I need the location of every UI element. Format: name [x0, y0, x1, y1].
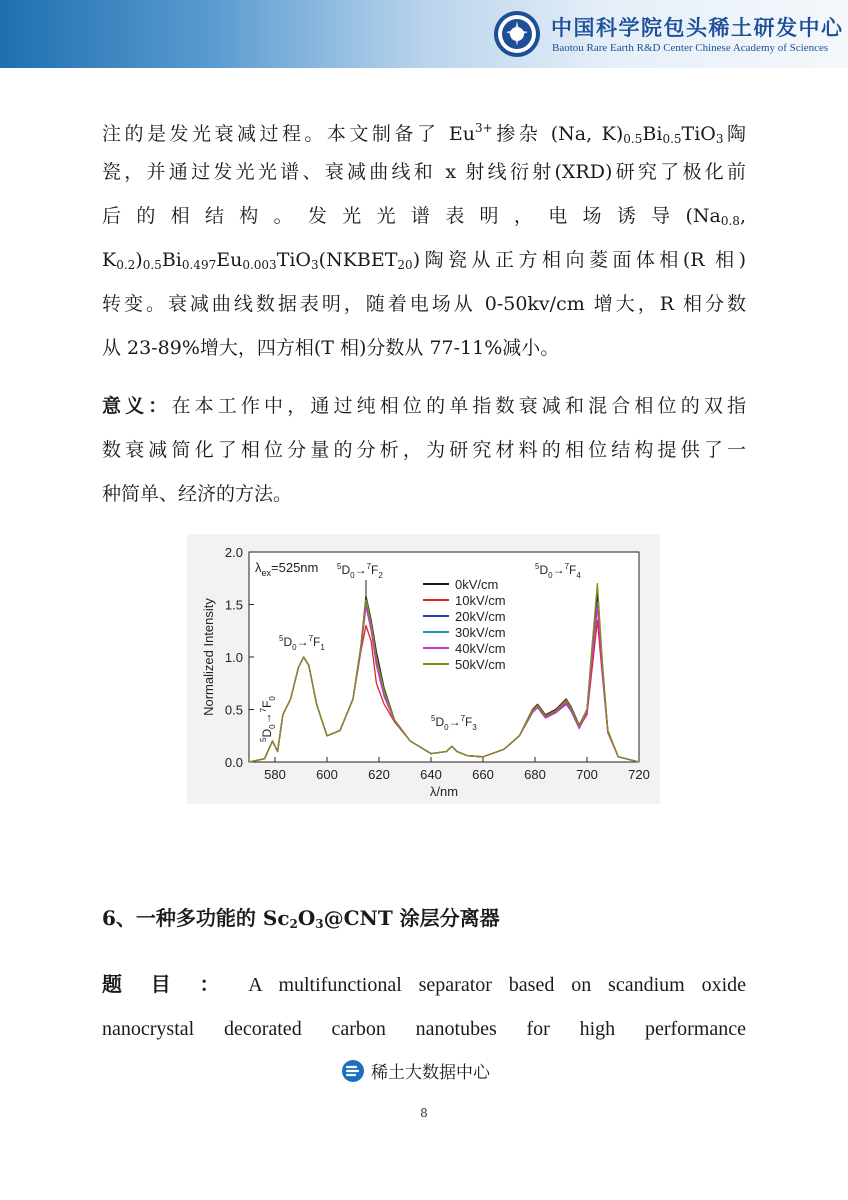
transition-label-f4: $^5D_0\to^7F_4$	[535, 562, 581, 580]
legend-label: 40kV/cm	[455, 641, 506, 656]
footer-brand-text: 稀土大数据中心	[371, 1063, 490, 1083]
transition-label-f2: $^5D_0\to^7F_2$	[337, 562, 383, 580]
y-axis-label: Normalized Intensity	[201, 598, 216, 716]
transition-label-f3: $^5D_0\to^7F_3$	[431, 714, 477, 732]
topic-line-2: nanocrystal decorated carbon nanotubes for high performance	[102, 1018, 746, 1040]
y-tick-label: 1.5	[224, 597, 243, 613]
legend-label: 10kV/cm	[455, 593, 506, 608]
footer-brand	[341, 1058, 490, 1082]
org-name-cn: 中国科学院包头稀土研发中心	[551, 16, 844, 40]
y-tick-label: 0.0	[224, 755, 243, 770]
cas-logo-icon	[493, 10, 541, 58]
significance-line-1: 意义：在本工作中，通过纯相位的单指数衰减和混合相位的双指	[102, 395, 746, 417]
legend-label: 20kV/cm	[455, 609, 506, 624]
significance-line-3: 种简单、经济的方法。	[102, 483, 293, 505]
y-tick-label: 2.0	[224, 545, 243, 560]
intro-line-5: 转变。衰减曲线数据表明，随着电场从 0-50kv/cm 增大，R 相分数	[102, 293, 746, 315]
spectrum-chart-svg	[187, 534, 660, 804]
topic-label: 题 目 ：	[102, 974, 232, 996]
y-tick-label: 1.0	[224, 650, 243, 665]
intro-line-3: 后 的 相 结 构 。 发 光 光 谱 表 明 ， 电 场 诱 导 ($Na_{0.8}$,	[102, 205, 746, 228]
org-name-en: Baotou Rare Earth R&D Center Chinese Academy of Sciences	[552, 42, 829, 54]
x-tick-label: 600	[316, 767, 338, 782]
topic-line-1: 题 目 ： A multifunctional separator based on scandium oxide	[102, 974, 747, 996]
transition-label-f0: $^5D_0\to^7F_0$	[259, 696, 277, 742]
x-tick-label: 720	[628, 767, 650, 782]
x-tick-label: 620	[368, 767, 390, 782]
x-tick-label: 580	[264, 767, 286, 782]
intro-line-1: 注的是发光衰减过程。本文制备了 $Eu^{3+}$掺杂 (Na, $K)_{0.5}Bi_{0.5}TiO_3$陶	[102, 121, 746, 146]
intro-line-6: 从 23-89%增大，四方相(T 相)分数从 77-11%减小。	[102, 337, 560, 359]
significance-label: 意义：	[102, 395, 172, 417]
x-axis-label: λ/nm	[429, 784, 459, 799]
spectrum-chart	[187, 534, 660, 804]
x-tick-label: 700	[576, 767, 598, 782]
x-tick-label: 680	[524, 767, 546, 782]
rare-earth-data-logo-icon	[341, 1059, 365, 1083]
y-tick-label: 0.5	[224, 702, 243, 718]
excitation-label: $\lambda_{ex}=525nm$	[255, 560, 319, 578]
significance-line-2: 数衰减简化了相位分量的分析，为研究材料的相位结构提供了一	[102, 439, 746, 461]
x-tick-label: 660	[472, 767, 494, 782]
transition-label-f1: $^5D_0\to^7F_1$	[279, 634, 325, 652]
header-band	[0, 0, 848, 68]
section-6-title: 6、一种多功能的 $Sc_2O_3@CNT$ 涂层分离器	[102, 906, 500, 931]
page-number: 8	[420, 1106, 428, 1120]
x-tick-label: 640	[420, 767, 442, 782]
intro-line-2: 瓷，并通过发光光谱、衰减曲线和 x 射线衍射(XRD)研究了极化前	[102, 161, 746, 183]
legend-label: 30kV/cm	[455, 625, 506, 640]
intro-line-4: $K_{0.2})_{0.5}Bi_{0.497}Eu_{0.003}TiO_3(NKBET_{20})$陶瓷从正方相向菱面体相(R 相)	[102, 249, 746, 272]
legend-label: 50kV/cm	[455, 657, 506, 672]
legend-label: 0kV/cm	[455, 577, 499, 592]
